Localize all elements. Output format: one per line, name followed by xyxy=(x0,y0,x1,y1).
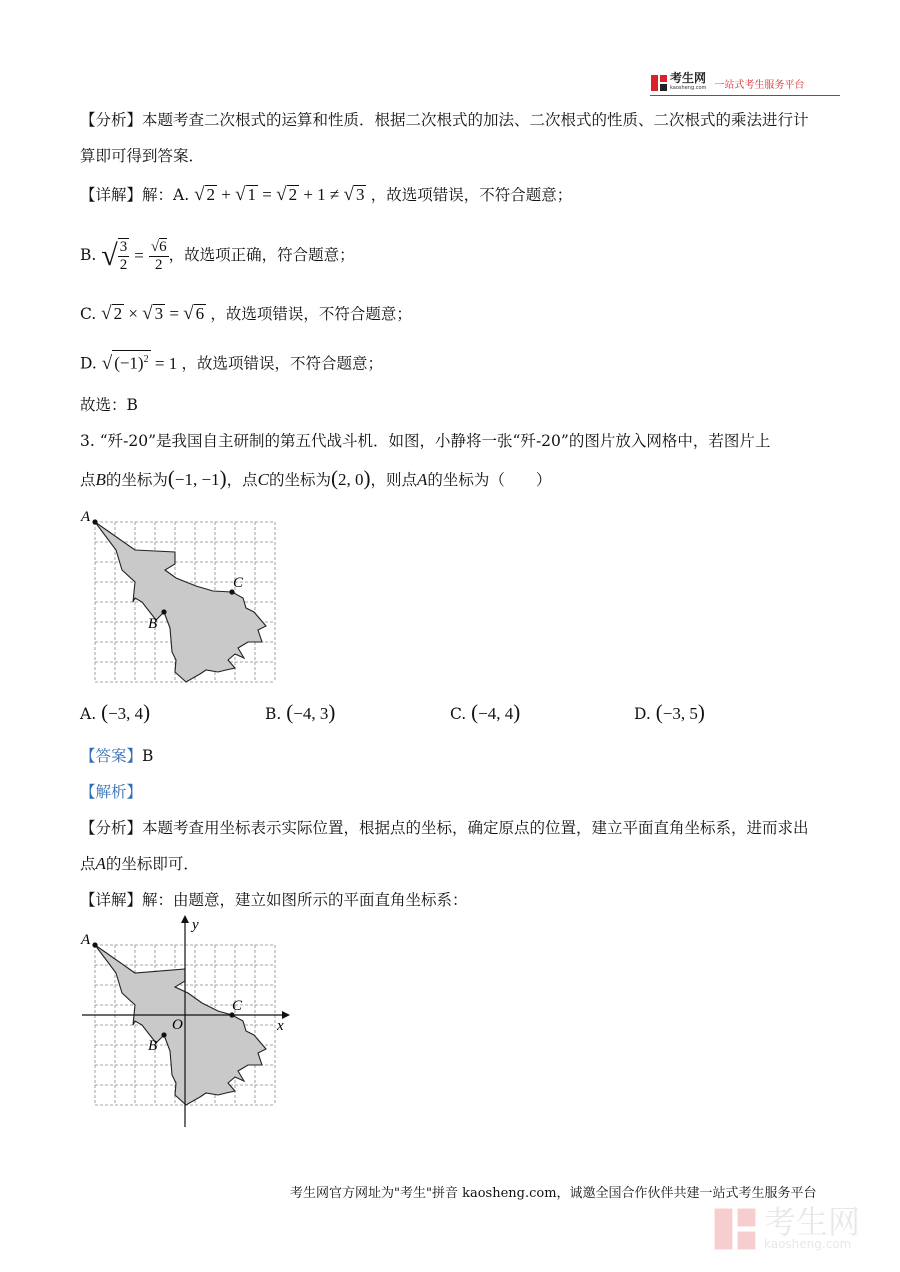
label-c: C xyxy=(233,575,244,591)
prev-analysis-line-1: 【分析】本题考查二次根式的运算和性质．根据二次根式的加法、二次根式的性质、二次根式的乘法进行计 xyxy=(80,111,809,129)
label-c-2: C xyxy=(232,998,243,1014)
option-b[interactable]: B. (−4, 3) xyxy=(265,700,336,724)
option-a[interactable]: A. (−3, 4) xyxy=(80,700,151,724)
footer-text: 考生网官方网址为"考生"拼音 kaosheng.com，诚邀全国合作伙伴共建一站式考生服务平台 xyxy=(290,1186,817,1201)
logo-slogan: 一站式考生服务平台 xyxy=(714,79,805,91)
label-b: B xyxy=(148,616,158,632)
option-d[interactable]: D. (−3, 5) xyxy=(634,700,705,724)
logo-sub: kaosheng.com xyxy=(670,85,707,91)
q3-stem-line-1: 3. “歼-20”是我国自主研制的第五代战斗机．如图，小静将一张“歼-20”的图片放入网格中，若图片上 xyxy=(80,432,771,450)
point-a xyxy=(92,519,97,524)
prev-detail-a: 【详解】解：A. √ 2 + √ 1 = √ 2 + 1 ≠ √ 3 ，故选项错误，不符合题意； xyxy=(80,184,573,205)
label-o: O xyxy=(172,1017,183,1033)
point-a-2 xyxy=(92,942,97,947)
y-axis-arrow-icon xyxy=(181,915,189,923)
point-b-2 xyxy=(161,1032,166,1037)
label-x: x xyxy=(277,1018,284,1034)
label-b-2: B xyxy=(148,1038,158,1054)
point-b xyxy=(161,609,166,614)
q3-stem-line-2: 点B的坐标为(−1, −1)，点C的坐标为(2, 0)，则点A的坐标为（ ） xyxy=(80,466,552,490)
watermark-logo-icon xyxy=(712,1206,758,1252)
label-a: A xyxy=(81,509,91,525)
prev-analysis-line-2: 算即可得到答案． xyxy=(80,147,205,165)
solution-tag: 【解析】 xyxy=(80,783,143,801)
label-y: y xyxy=(192,917,199,933)
solution-analysis-1: 【分析】本题考查用坐标表示实际位置，根据点的坐标，确定原点的位置，建立平面直角坐标系，进而求出 xyxy=(80,819,809,837)
watermark-sub: kaosheng.com xyxy=(764,1237,852,1251)
prev-detail-b: B. √ $\frac{3}{2}$ = $\frac{√6}{2}$ ，故选项正确，符合题意； xyxy=(80,238,355,273)
prev-detail-c: C. √ 2 × √ 3 = √ 6 ，故选项错误，不符合题意； xyxy=(80,303,412,324)
option-c[interactable]: C. (−4, 4) xyxy=(450,700,521,724)
solution-figure-axes xyxy=(78,915,300,1127)
solution-analysis-2: 点A的坐标即可． xyxy=(80,854,199,873)
q3-figure-grid xyxy=(78,508,288,693)
kaosheng-logo-icon xyxy=(650,74,668,92)
header-rule xyxy=(650,95,840,96)
prev-choice: 故选：B xyxy=(80,396,138,414)
label-a-2: A xyxy=(81,932,91,948)
logo-text: 考生网 xyxy=(670,71,707,85)
watermark-main: 考生网 xyxy=(764,1203,861,1241)
answer-line: 【答案】B xyxy=(80,747,154,765)
watermark xyxy=(712,1203,861,1252)
header-logo xyxy=(650,72,804,94)
prev-detail-d: D. √ $(-1)^2 = 1$ ，故选项错误，不符合题意； xyxy=(80,350,383,374)
solution-detail: 【详解】解：由题意，建立如图所示的平面直角坐标系： xyxy=(80,891,468,909)
